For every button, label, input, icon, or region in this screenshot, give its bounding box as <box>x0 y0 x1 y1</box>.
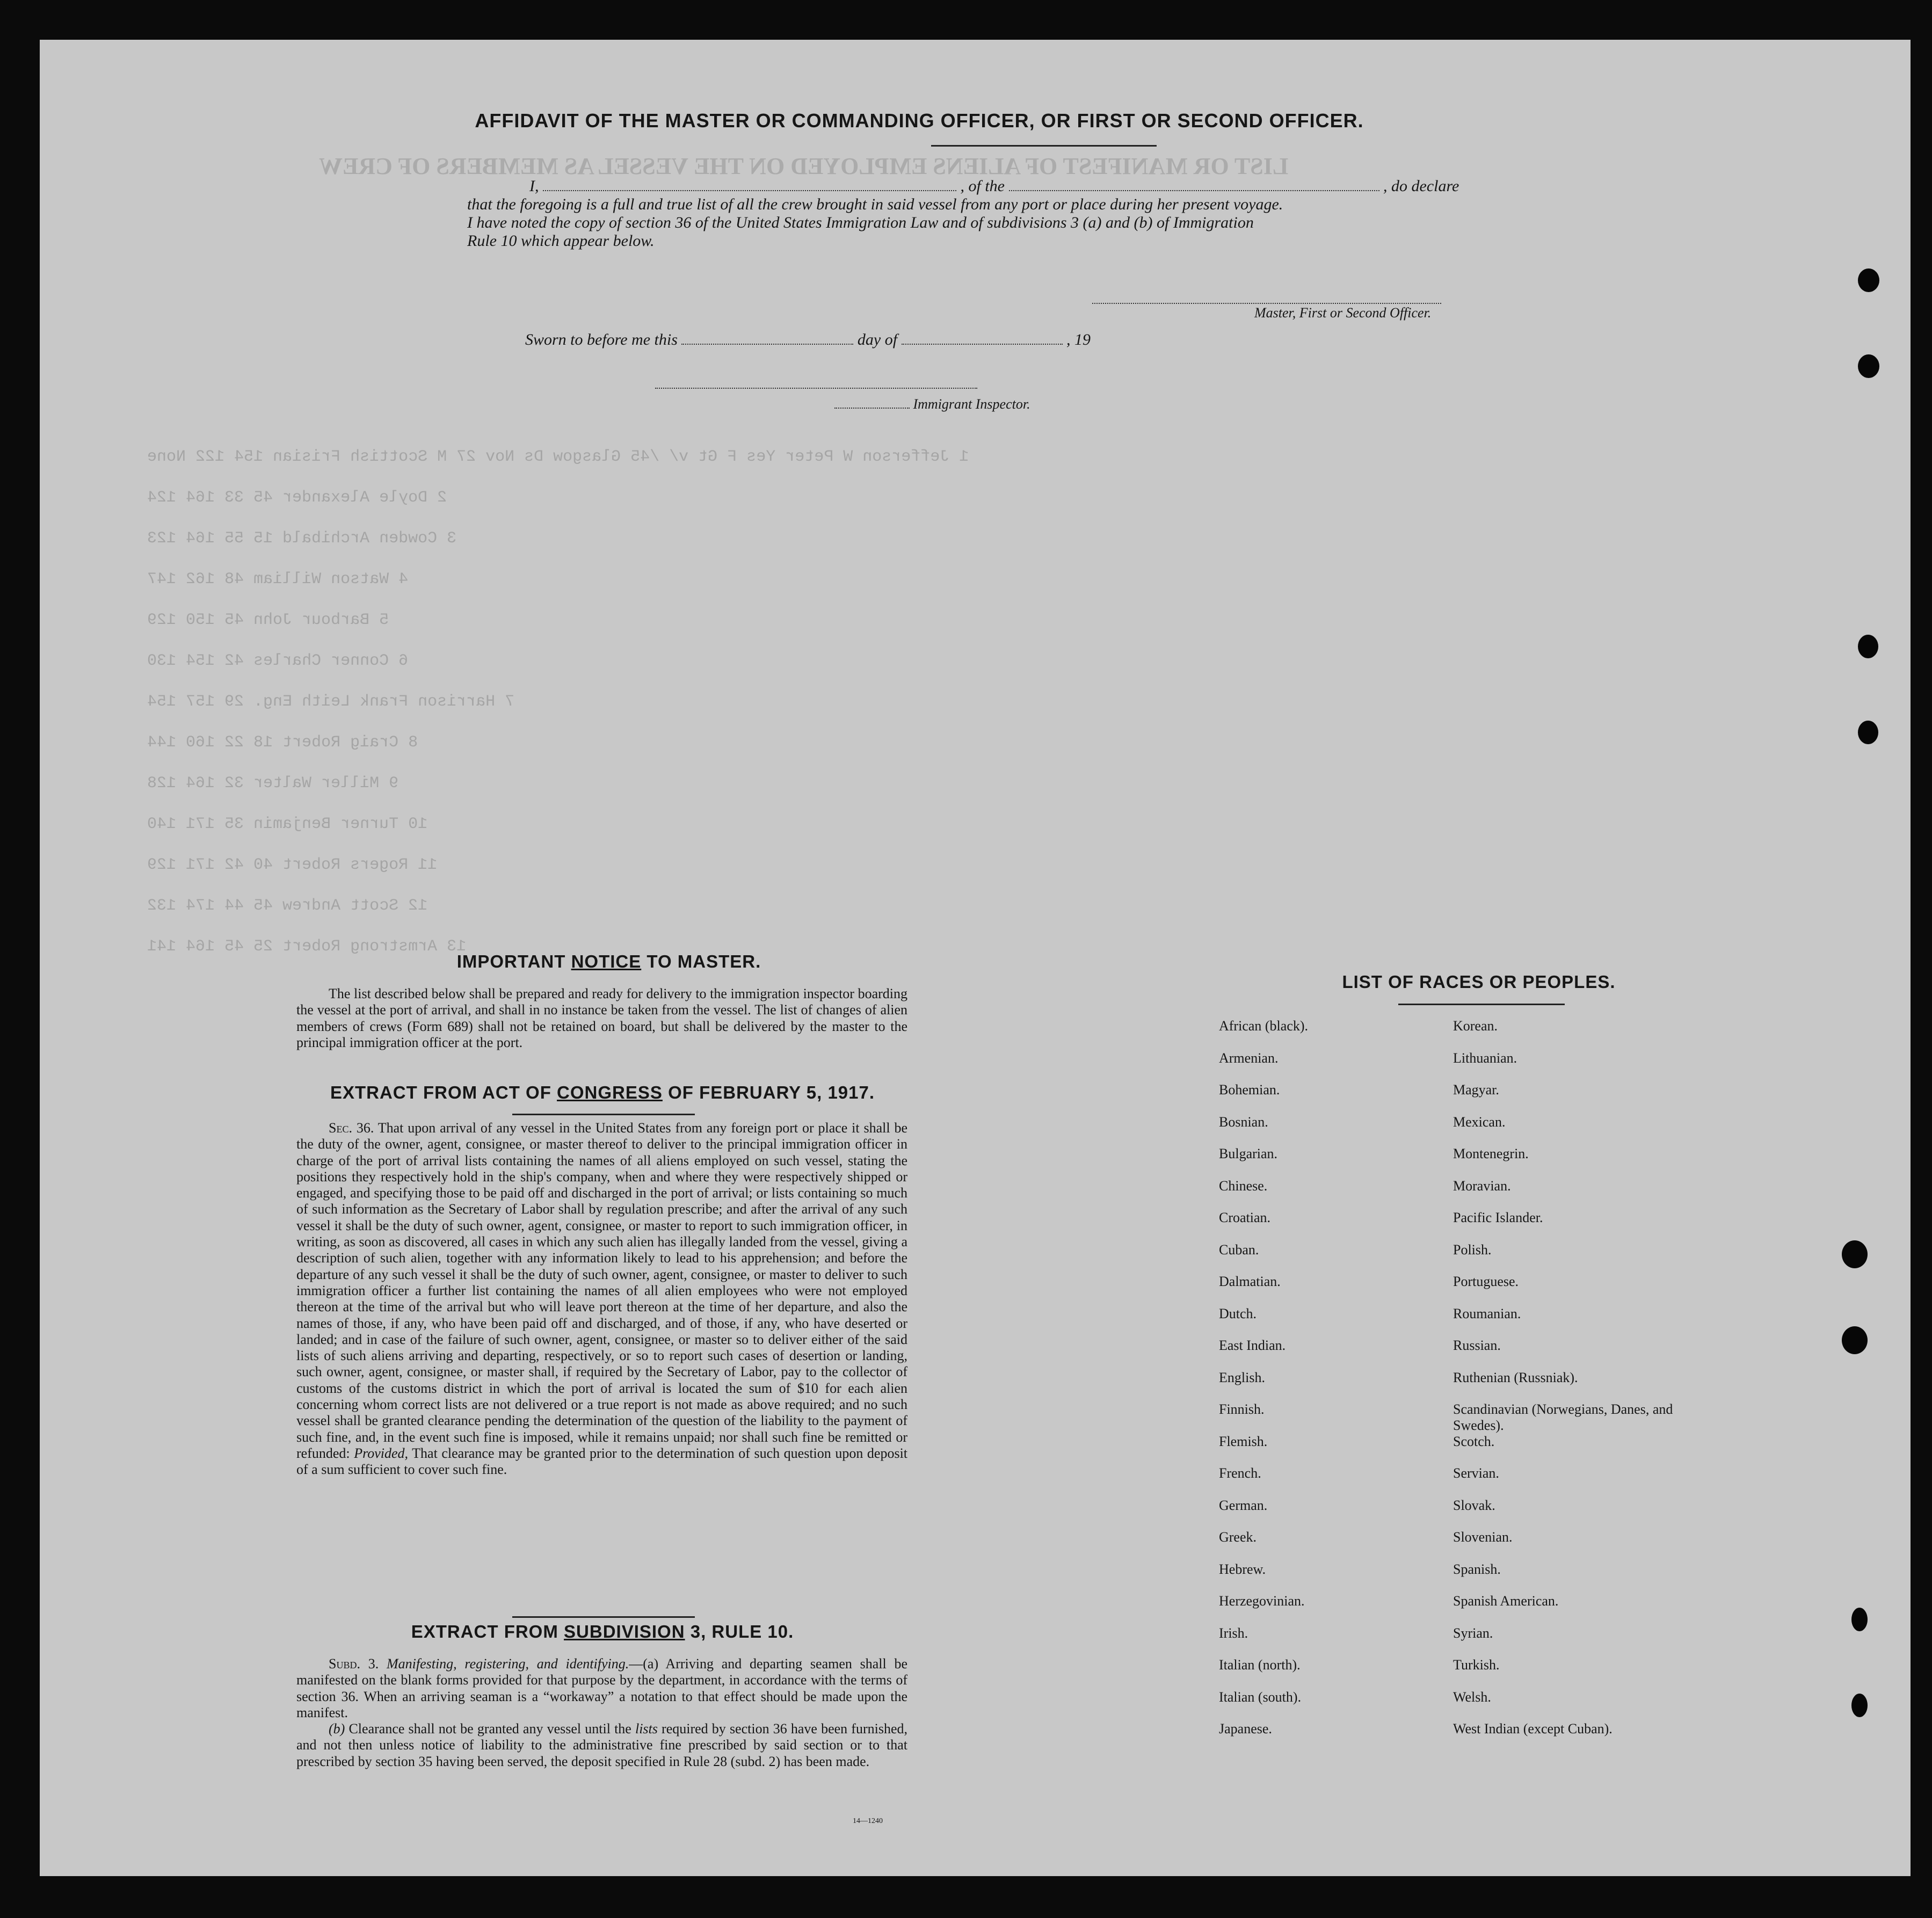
rule-para-a <box>296 1656 907 1721</box>
bleed-through-row: 6 Conner Charles 42 154 130 <box>147 652 409 670</box>
race-item: English. <box>1219 1369 1265 1385</box>
bleed-through-row: 1 Jefferson W Peter Yes F Gt v/ /45 Glasgow Ds Nov 27 M Scottish Frisian 154 122 None <box>147 448 969 466</box>
race-item: Spanish. <box>1453 1561 1501 1577</box>
year-text: , 19 <box>1066 331 1091 348</box>
binder-hole <box>1851 1608 1868 1631</box>
rule-title-c: 3, RULE 10. <box>690 1622 794 1641</box>
affidavit-line-2: that the foregoing is a full and true list of all the crew brought in said vessel from any port or place during her present voyage. <box>467 195 1283 213</box>
rule-title-b: SUBDIVISION <box>564 1622 685 1641</box>
rule-subd-label: Subd. 3. <box>329 1656 379 1672</box>
race-item: Croatian. <box>1219 1210 1271 1225</box>
affidavit-title: AFFIDAVIT OF THE MASTER OR COMMANDING OFFICER, OR FIRST OR SECOND OFFICER. <box>475 110 1364 132</box>
rule-para-b <box>296 1721 907 1770</box>
race-item: Bohemian. <box>1219 1082 1280 1098</box>
race-item: Servian. <box>1453 1465 1499 1481</box>
rule-a-mark: —(a) <box>629 1656 659 1672</box>
race-item: Montenegrin. <box>1453 1146 1529 1161</box>
race-item: Korean. <box>1453 1018 1498 1034</box>
race-item: German. <box>1219 1497 1268 1513</box>
notice-title <box>297 951 920 972</box>
race-item: French. <box>1219 1465 1261 1481</box>
sworn-day-field[interactable] <box>681 342 853 345</box>
act-title-b: CONGRESS <box>557 1082 663 1102</box>
act-extract-body <box>296 1120 907 1478</box>
sworn-line <box>525 331 1091 349</box>
race-item: Chinese. <box>1219 1178 1268 1194</box>
race-item: Roumanian. <box>1453 1305 1521 1321</box>
binder-hole <box>1851 1694 1868 1717</box>
rule-extract-title <box>296 1622 909 1642</box>
race-item: Armenian. <box>1219 1050 1279 1066</box>
act-text-a: That upon arrival of any vessel in the United States from any foreign port or place it shall be the duty of the owner, agent, consignee, or master thereof to deliver to the principal immigration officer in charge of the port of arrival lists containing the names of all aliens employed on such vessel, stating the positions they respectively hold in the ship's company, when and where they were respectively shipped or engaged, and specifying those to be paid off and discharged in the port of arrival; or lists containing so much of such information as the Secretary of Labor shall by regulation prescribe; and after the arrival of any such vessel it shall be the duty of such owner, agent, consignee, or master to report to such immigration officer, in writing, as soon as discovered, all cases in which any such alien has illegally landed from the vessel, giving a description of such alien, together with any information likely to lead to his apprehension; and before the departure of any such vessel it shall be the duty of such owner, agent, consignee, or master to deliver to such immigration officer a further list containing the names of all alien employees who were not employed thereon at the time of the arrival but who will leave port thereon at the time of her departure, and also the names of those, if any, who have been paid off and discharged, and of those, if any, who have deserted or landed; and in case of the failure of such owner, agent, consignee, or master so to deliver either of the said lists of such aliens arriving and departing, respectively, or so to report such cases of desertion or landing, such owner, agent, consignee, or master shall, if required by the Secretary of Labor, pay to the collector of customs of the customs district in which the port of arrival is located the sum of $10 for each alien concerning whom correct lists are not delivered or a true report is not made as above required; and no such vessel shall be granted clearance pending the determination of the question of the liability to the payment of such fine, and, in the event such fine is imposed, while it remains unpaid; nor shall such fine be remitted or refunded: <box>296 1120 907 1461</box>
race-item: Japanese. <box>1219 1721 1272 1737</box>
race-item: Syrian. <box>1453 1625 1493 1641</box>
bleed-through-row: 8 Craig Robert 18 22 160 144 <box>147 733 418 752</box>
bleed-through-title: LIST OR MANIFEST OF ALIENS EMPLOYED ON THE VESSEL AS MEMBERS OF CREW <box>319 153 1289 179</box>
sworn-month-field[interactable] <box>902 342 1063 345</box>
act-section-36 <box>296 1120 907 1478</box>
bleed-through-row: 9 Miller Walter 32 164 128 <box>147 774 399 793</box>
manifest-page <box>40 40 1911 1876</box>
binder-hole <box>1842 1240 1868 1268</box>
races-title: LIST OF RACES OR PEOPLES. <box>1342 972 1616 992</box>
bleed-through-row: 7 Harrison Frank Leith Eng. 29 157 154 <box>147 693 515 711</box>
race-item: Dalmatian. <box>1219 1274 1281 1289</box>
race-item: Flemish. <box>1219 1433 1268 1449</box>
inspector-caption-text: Immigrant Inspector. <box>913 396 1030 412</box>
rule-b-text-1: Clearance shall not be granted any vessel until the <box>348 1721 631 1737</box>
act-title-a: EXTRACT FROM ACT OF <box>330 1082 551 1102</box>
race-item: Mexican. <box>1453 1114 1506 1130</box>
binder-hole <box>1858 721 1878 744</box>
declarant-name-field[interactable] <box>543 188 956 191</box>
affidavit-line-4: Rule 10 which appear below. <box>467 232 655 250</box>
notice-title-c: TO MASTER. <box>647 951 761 971</box>
inspector-signature-caption <box>834 396 1030 412</box>
day-of-text: day of <box>857 331 898 348</box>
act-title-rule <box>512 1114 695 1115</box>
bleed-through-row: 12 Scott Andrew 45 44 174 132 <box>147 897 428 915</box>
bleed-through-row: 13 Armstrong Robert 25 45 164 141 <box>147 938 467 956</box>
race-item: Lithuanian. <box>1453 1050 1517 1066</box>
form-number: 14—1240 <box>853 1817 883 1825</box>
rule-subd-heading: Manifesting, registering, and identifying. <box>386 1656 629 1672</box>
affidavit-i: I, <box>529 177 539 195</box>
race-item: Turkish. <box>1453 1657 1500 1673</box>
vessel-name-field[interactable] <box>1009 188 1379 191</box>
races-right-column <box>1453 1018 1695 1753</box>
race-item: Moravian. <box>1453 1178 1511 1194</box>
race-item: Irish. <box>1219 1625 1248 1641</box>
act-extract-title <box>296 1082 909 1103</box>
race-item: Portuguese. <box>1453 1274 1519 1289</box>
race-item: Herzegovinian. <box>1219 1593 1305 1609</box>
races-left-column <box>1219 1018 1308 1753</box>
affidavit-declare: , do declare <box>1383 177 1459 195</box>
race-item: Polish. <box>1453 1241 1492 1258</box>
race-item: Pacific Islander. <box>1453 1210 1543 1225</box>
bleed-through-row: 11 Rogers Robert 40 42 171 129 <box>147 856 438 874</box>
race-item: Bosnian. <box>1219 1114 1268 1130</box>
rule-title-a: EXTRACT FROM <box>411 1622 558 1641</box>
race-item: Spanish American. <box>1453 1593 1559 1609</box>
race-item: West Indian (except Cuban). <box>1453 1721 1613 1737</box>
bleed-through-row: 10 Turner Benjamin 35 171 140 <box>147 815 428 833</box>
race-item: Ruthenian (Russniak). <box>1453 1369 1578 1385</box>
race-item: Bulgarian. <box>1219 1146 1278 1161</box>
act-end-rule <box>512 1616 695 1618</box>
sworn-text: Sworn to before me this <box>525 331 678 348</box>
race-item: Scandinavian (Norwegians, Danes, and Swedes). <box>1453 1401 1673 1433</box>
notice-title-a: IMPORTANT <box>456 951 566 971</box>
binder-hole <box>1858 354 1879 378</box>
rule-extract-body <box>296 1656 907 1770</box>
act-text-b: That clearance may be granted prior to the determination of such question upon deposit of a sum sufficient to cover such fine. <box>296 1445 908 1478</box>
bleed-through-row: 3 Cowden Archibald 15 55 164 123 <box>147 529 457 548</box>
rule-b-lists: lists <box>635 1721 658 1737</box>
master-signature-caption: Master, First or Second Officer. <box>1254 305 1432 321</box>
notice-title-b: NOTICE <box>571 951 642 971</box>
race-item: Scotch. <box>1453 1433 1495 1449</box>
inspector-name-field[interactable] <box>834 405 910 409</box>
binder-hole <box>1842 1326 1868 1354</box>
race-item: Welsh. <box>1453 1689 1491 1705</box>
race-item: Finnish. <box>1219 1401 1265 1417</box>
binder-hole <box>1858 635 1878 658</box>
rule-b-text-2: required by section 36 have been furnished, and not then unless notice of liability to the administrative fine prescribed by said section or to that prescribed by section 35 having been served, the deposit specified in Rule 28 (subd. 2) has been made. <box>296 1721 907 1769</box>
act-sec-label: Sec. 36. <box>329 1120 374 1136</box>
races-title-rule <box>1398 1004 1565 1005</box>
affidavit-line-3: I have noted the copy of section 36 of the United States Immigration Law and of subdivisions 3 (a) and (b) of Immigration <box>467 214 1254 231</box>
affidavit-title-rule <box>931 145 1157 147</box>
bleed-through-row: 4 Watson William 48 162 147 <box>147 570 409 589</box>
race-item: Hebrew. <box>1219 1561 1266 1577</box>
affidavit-of-the: , of the <box>960 177 1005 195</box>
race-item: Cuban. <box>1219 1241 1259 1258</box>
rule-b-mark: (b) <box>329 1721 345 1737</box>
race-item: Dutch. <box>1219 1305 1257 1321</box>
rule-a-text: Arriving and departing seamen shall be manifested on the blank forms provided for that purpose by the department, in accordance with the terms of section 36. When an arriving seaman is a “workaway” a notation to that effect should be made upon the manifest. <box>296 1656 908 1720</box>
bleed-through-row: 2 Doyle Alexander 45 33 164 124 <box>147 489 447 507</box>
race-item: Russian. <box>1453 1338 1501 1353</box>
binder-hole <box>1858 268 1879 292</box>
race-item: Italian (south). <box>1219 1689 1302 1705</box>
race-item: Magyar. <box>1453 1082 1499 1098</box>
act-title-c: OF FEBRUARY 5, 1917. <box>668 1082 875 1102</box>
notice-text: The list described below shall be prepared and ready for delivery to the immigration inspector boarding the vessel at the port of arrival, and shall in no instance be taken from the vessel. The list of changes of alien members of crews (Form 689) shall not be retained on board, but shall be delivered by the master to the principal immigration officer at the port. <box>296 986 907 1050</box>
race-item: African (black). <box>1219 1018 1309 1034</box>
race-item: Slovenian. <box>1453 1529 1513 1545</box>
race-item: Greek. <box>1219 1529 1257 1545</box>
race-item: Slovak. <box>1453 1497 1495 1513</box>
act-provided: Provided, <box>354 1445 409 1461</box>
notice-body <box>296 986 907 1051</box>
master-signature-line[interactable] <box>1092 303 1441 304</box>
inspector-signature-line[interactable] <box>655 388 977 389</box>
bleed-through-row: 5 Barbour John 45 150 129 <box>147 611 389 629</box>
races-list <box>1219 1018 1756 1770</box>
affidavit-line-1 <box>529 177 1459 195</box>
race-item: East Indian. <box>1219 1338 1286 1353</box>
race-item: Italian (north). <box>1219 1657 1301 1673</box>
